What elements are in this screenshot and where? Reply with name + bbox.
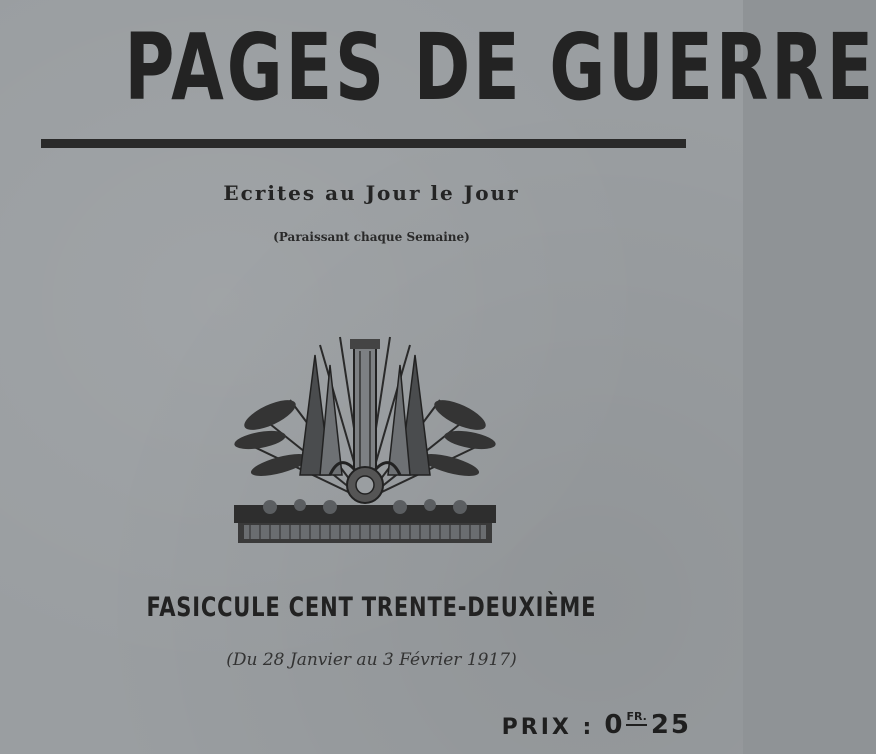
issue-date-range: (Du 28 Janvier au 3 Février 1917) (226, 650, 517, 670)
publication-frequency: (Paraissant chaque Semaine) (273, 230, 470, 244)
price-cents: 25 (650, 710, 691, 740)
masthead-title: PAGES DE GUERRE (124, 14, 876, 121)
subtitle: Ecrites au Jour le Jour (223, 181, 520, 205)
issue-number: FASICCULE CENT TRENTE-DEUXIÈME (146, 592, 597, 623)
war-trophy-emblem-icon (230, 325, 500, 555)
price-whole: 0 (604, 710, 625, 740)
price-currency: FR. (626, 710, 646, 726)
masthead-rule (41, 139, 686, 148)
price (502, 710, 691, 740)
price-label: PRIX : (501, 715, 595, 740)
